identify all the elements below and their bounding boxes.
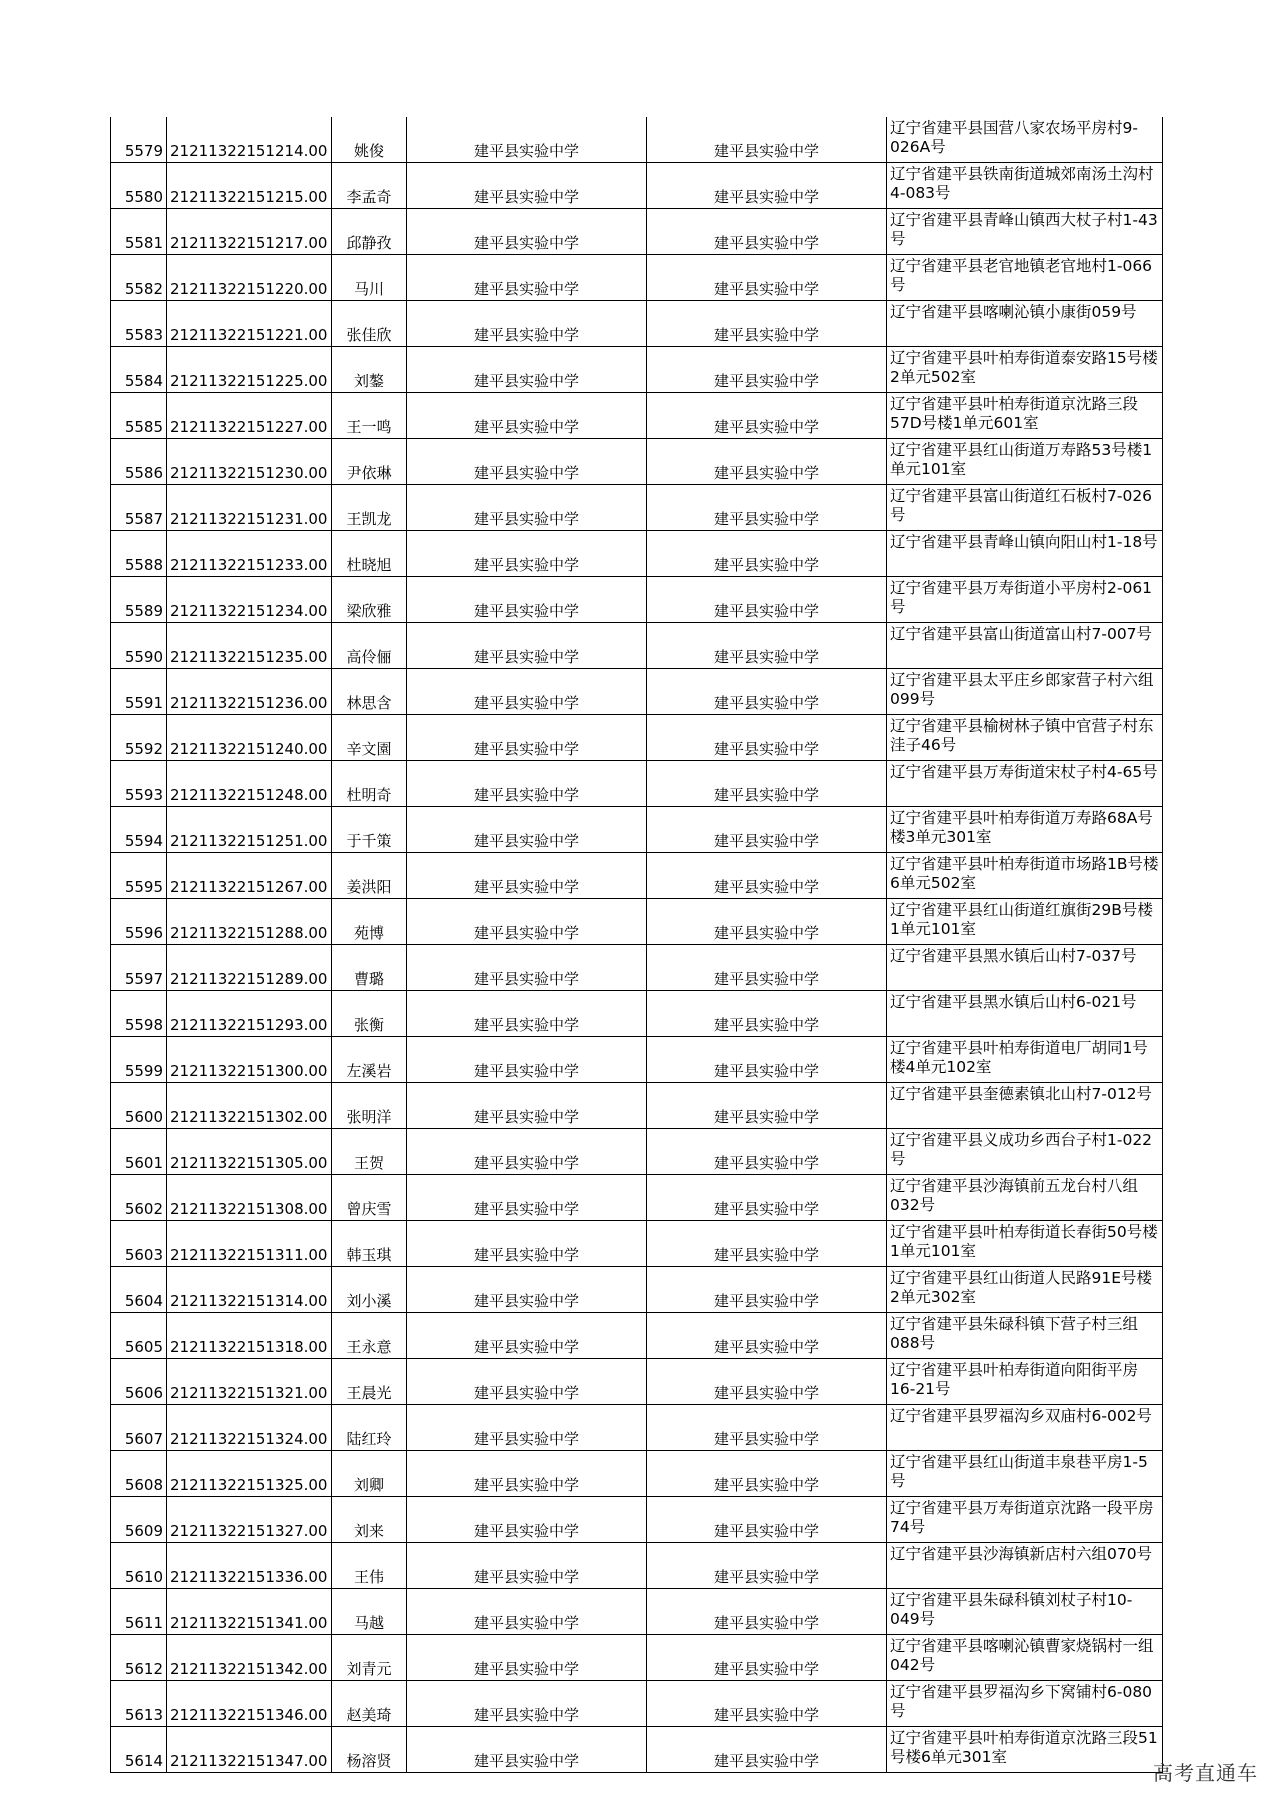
row-index-cell: 5604 [111, 1267, 167, 1313]
school-cell: 建平县实验中学 [407, 485, 647, 531]
school-cell: 建平县实验中学 [407, 899, 647, 945]
address-cell: 辽宁省建平县铁南街道城郊南汤土沟村4-083号 [887, 163, 1163, 209]
admitting-school-cell: 建平县实验中学 [647, 577, 887, 623]
table-row [111, 1267, 1163, 1313]
exam-number-cell: 21211322151248.00 [167, 761, 332, 807]
admitting-school-cell: 建平县实验中学 [647, 1589, 887, 1635]
row-index-cell: 5586 [111, 439, 167, 485]
admitting-school-cell: 建平县实验中学 [647, 1727, 887, 1773]
student-name-cell: 姚俊 [332, 117, 407, 163]
address-cell: 辽宁省建平县朱碌科镇刘杖子村10-049号 [887, 1589, 1163, 1635]
school-cell: 建平县实验中学 [407, 1221, 647, 1267]
student-name-cell: 姜洪阳 [332, 853, 407, 899]
row-index-cell: 5582 [111, 255, 167, 301]
row-index-cell: 5599 [111, 1037, 167, 1083]
table-row [111, 439, 1163, 485]
exam-number-cell: 21211322151314.00 [167, 1267, 332, 1313]
school-cell: 建平县实验中学 [407, 715, 647, 761]
admitting-school-cell: 建平县实验中学 [647, 1497, 887, 1543]
exam-number-cell: 21211322151235.00 [167, 623, 332, 669]
row-index-cell: 5585 [111, 393, 167, 439]
student-name-cell: 苑博 [332, 899, 407, 945]
admitting-school-cell: 建平县实验中学 [647, 1681, 887, 1727]
school-cell: 建平县实验中学 [407, 163, 647, 209]
student-name-cell: 刘鏊 [332, 347, 407, 393]
student-name-cell: 辛文園 [332, 715, 407, 761]
school-cell: 建平县实验中学 [407, 1497, 647, 1543]
table-row [111, 577, 1163, 623]
student-name-cell: 于千策 [332, 807, 407, 853]
exam-number-cell: 21211322151324.00 [167, 1405, 332, 1451]
school-cell: 建平县实验中学 [407, 117, 647, 163]
address-cell: 辽宁省建平县沙海镇前五龙台村八组032号 [887, 1175, 1163, 1221]
table-row [111, 1727, 1163, 1773]
row-index-cell: 5611 [111, 1589, 167, 1635]
table-row [111, 991, 1163, 1037]
row-index-cell: 5606 [111, 1359, 167, 1405]
address-cell: 辽宁省建平县叶柏寿街道市场路1B号楼6单元502室 [887, 853, 1163, 899]
exam-number-cell: 21211322151240.00 [167, 715, 332, 761]
row-index-cell: 5603 [111, 1221, 167, 1267]
row-index-cell: 5613 [111, 1681, 167, 1727]
exam-number-cell: 21211322151221.00 [167, 301, 332, 347]
exam-number-cell: 21211322151327.00 [167, 1497, 332, 1543]
school-cell: 建平县实验中学 [407, 1175, 647, 1221]
student-name-cell: 杜晓旭 [332, 531, 407, 577]
student-name-cell: 王伟 [332, 1543, 407, 1589]
row-index-cell: 5593 [111, 761, 167, 807]
address-cell: 辽宁省建平县喀喇沁镇曹家烧锅村一组042号 [887, 1635, 1163, 1681]
table-row [111, 255, 1163, 301]
student-name-cell: 尹依琳 [332, 439, 407, 485]
admitting-school-cell: 建平县实验中学 [647, 1083, 887, 1129]
student-name-cell: 刘来 [332, 1497, 407, 1543]
school-cell: 建平县实验中学 [407, 991, 647, 1037]
admitting-school-cell: 建平县实验中学 [647, 1221, 887, 1267]
address-cell: 辽宁省建平县红山街道丰泉巷平房1-5号 [887, 1451, 1163, 1497]
admitting-school-cell: 建平县实验中学 [647, 209, 887, 255]
admitting-school-cell: 建平县实验中学 [647, 393, 887, 439]
address-cell: 辽宁省建平县富山街道富山村7-007号 [887, 623, 1163, 669]
table-row [111, 485, 1163, 531]
school-cell: 建平县实验中学 [407, 347, 647, 393]
school-cell: 建平县实验中学 [407, 1267, 647, 1313]
table-row [111, 899, 1163, 945]
address-cell: 辽宁省建平县红山街道万寿路53号楼1单元101室 [887, 439, 1163, 485]
table-row [111, 301, 1163, 347]
school-cell: 建平县实验中学 [407, 807, 647, 853]
row-index-cell: 5581 [111, 209, 167, 255]
admitting-school-cell: 建平县实验中学 [647, 1635, 887, 1681]
table-row [111, 1221, 1163, 1267]
admitting-school-cell: 建平县实验中学 [647, 945, 887, 991]
admitting-school-cell: 建平县实验中学 [647, 1129, 887, 1175]
table-row [111, 715, 1163, 761]
table-row [111, 623, 1163, 669]
school-cell: 建平县实验中学 [407, 393, 647, 439]
address-cell: 辽宁省建平县富山街道红石板村7-026号 [887, 485, 1163, 531]
exam-number-cell: 21211322151225.00 [167, 347, 332, 393]
exam-number-cell: 21211322151234.00 [167, 577, 332, 623]
admitting-school-cell: 建平县实验中学 [647, 899, 887, 945]
student-name-cell: 曾庆雪 [332, 1175, 407, 1221]
school-cell: 建平县实验中学 [407, 1129, 647, 1175]
student-name-cell: 韩玉琪 [332, 1221, 407, 1267]
student-name-cell: 王晨光 [332, 1359, 407, 1405]
row-index-cell: 5609 [111, 1497, 167, 1543]
table-row [111, 761, 1163, 807]
exam-number-cell: 21211322151251.00 [167, 807, 332, 853]
exam-number-cell: 21211322151227.00 [167, 393, 332, 439]
exam-number-cell: 21211322151336.00 [167, 1543, 332, 1589]
admitting-school-cell: 建平县实验中学 [647, 439, 887, 485]
admitting-school-cell: 建平县实验中学 [647, 807, 887, 853]
school-cell: 建平县实验中学 [407, 1037, 647, 1083]
student-name-cell: 高伶俪 [332, 623, 407, 669]
table-row [111, 1543, 1163, 1589]
school-cell: 建平县实验中学 [407, 945, 647, 991]
exam-number-cell: 21211322151300.00 [167, 1037, 332, 1083]
exam-number-cell: 21211322151293.00 [167, 991, 332, 1037]
address-cell: 辽宁省建平县青峰山镇向阳山村1-18号 [887, 531, 1163, 577]
student-name-cell: 左溪岩 [332, 1037, 407, 1083]
student-name-cell: 马越 [332, 1589, 407, 1635]
address-cell: 辽宁省建平县叶柏寿街道京沈路三段51号楼6单元301室 [887, 1727, 1163, 1773]
admitting-school-cell: 建平县实验中学 [647, 1451, 887, 1497]
admitting-school-cell: 建平县实验中学 [647, 117, 887, 163]
student-table [110, 117, 1163, 1773]
exam-number-cell: 21211322151289.00 [167, 945, 332, 991]
student-name-cell: 张佳欣 [332, 301, 407, 347]
table-row [111, 669, 1163, 715]
address-cell: 辽宁省建平县叶柏寿街道万寿路68A号楼3单元301室 [887, 807, 1163, 853]
student-name-cell: 王贺 [332, 1129, 407, 1175]
table-row [111, 1083, 1163, 1129]
exam-number-cell: 21211322151267.00 [167, 853, 332, 899]
address-cell: 辽宁省建平县万寿街道京沈路一段平房74号 [887, 1497, 1163, 1543]
address-cell: 辽宁省建平县红山街道人民路91E号楼2单元302室 [887, 1267, 1163, 1313]
exam-number-cell: 21211322151346.00 [167, 1681, 332, 1727]
exam-number-cell: 21211322151220.00 [167, 255, 332, 301]
address-cell: 辽宁省建平县红山街道红旗街29B号楼1单元101室 [887, 899, 1163, 945]
student-name-cell: 曹璐 [332, 945, 407, 991]
address-cell: 辽宁省建平县叶柏寿街道京沈路三段57D号楼1单元601室 [887, 393, 1163, 439]
table-row [111, 1037, 1163, 1083]
exam-number-cell: 21211322151308.00 [167, 1175, 332, 1221]
row-index-cell: 5594 [111, 807, 167, 853]
student-name-cell: 杜明奇 [332, 761, 407, 807]
row-index-cell: 5600 [111, 1083, 167, 1129]
school-cell: 建平县实验中学 [407, 853, 647, 899]
school-cell: 建平县实验中学 [407, 623, 647, 669]
address-cell: 辽宁省建平县沙海镇新店村六组070号 [887, 1543, 1163, 1589]
row-index-cell: 5590 [111, 623, 167, 669]
exam-number-cell: 21211322151341.00 [167, 1589, 332, 1635]
student-name-cell: 赵美琦 [332, 1681, 407, 1727]
row-index-cell: 5602 [111, 1175, 167, 1221]
table-row [111, 163, 1163, 209]
exam-number-cell: 21211322151318.00 [167, 1313, 332, 1359]
row-index-cell: 5591 [111, 669, 167, 715]
student-name-cell: 王一鸣 [332, 393, 407, 439]
school-cell: 建平县实验中学 [407, 531, 647, 577]
address-cell: 辽宁省建平县义成功乡西台子村1-022号 [887, 1129, 1163, 1175]
admitting-school-cell: 建平县实验中学 [647, 1359, 887, 1405]
row-index-cell: 5612 [111, 1635, 167, 1681]
admitting-school-cell: 建平县实验中学 [647, 301, 887, 347]
admitting-school-cell: 建平县实验中学 [647, 669, 887, 715]
student-name-cell: 林思含 [332, 669, 407, 715]
school-cell: 建平县实验中学 [407, 1589, 647, 1635]
exam-number-cell: 21211322151233.00 [167, 531, 332, 577]
student-name-cell: 王永意 [332, 1313, 407, 1359]
admitting-school-cell: 建平县实验中学 [647, 531, 887, 577]
exam-number-cell: 21211322151302.00 [167, 1083, 332, 1129]
row-index-cell: 5596 [111, 899, 167, 945]
student-name-cell: 张明洋 [332, 1083, 407, 1129]
student-name-cell: 马川 [332, 255, 407, 301]
row-index-cell: 5601 [111, 1129, 167, 1175]
exam-number-cell: 21211322151288.00 [167, 899, 332, 945]
school-cell: 建平县实验中学 [407, 1313, 647, 1359]
school-cell: 建平县实验中学 [407, 255, 647, 301]
table-row [111, 1175, 1163, 1221]
row-index-cell: 5608 [111, 1451, 167, 1497]
address-cell: 辽宁省建平县老官地镇老官地村1-066号 [887, 255, 1163, 301]
address-cell: 辽宁省建平县朱碌科镇下营子村三组088号 [887, 1313, 1163, 1359]
row-index-cell: 5592 [111, 715, 167, 761]
address-cell: 辽宁省建平县万寿街道宋杖子村4-65号 [887, 761, 1163, 807]
admitting-school-cell: 建平县实验中学 [647, 761, 887, 807]
student-name-cell: 王凯龙 [332, 485, 407, 531]
row-index-cell: 5614 [111, 1727, 167, 1773]
school-cell: 建平县实验中学 [407, 1681, 647, 1727]
school-cell: 建平县实验中学 [407, 1451, 647, 1497]
table-row [111, 209, 1163, 255]
address-cell: 辽宁省建平县叶柏寿街道电厂胡同1号楼4单元102室 [887, 1037, 1163, 1083]
table-row [111, 1129, 1163, 1175]
table-row [111, 1635, 1163, 1681]
school-cell: 建平县实验中学 [407, 1405, 647, 1451]
admitting-school-cell: 建平县实验中学 [647, 485, 887, 531]
admitting-school-cell: 建平县实验中学 [647, 347, 887, 393]
table-row [111, 945, 1163, 991]
row-index-cell: 5580 [111, 163, 167, 209]
admitting-school-cell: 建平县实验中学 [647, 715, 887, 761]
student-name-cell: 刘青元 [332, 1635, 407, 1681]
row-index-cell: 5589 [111, 577, 167, 623]
admitting-school-cell: 建平县实验中学 [647, 991, 887, 1037]
table-row [111, 1405, 1163, 1451]
admitting-school-cell: 建平县实验中学 [647, 623, 887, 669]
address-cell: 辽宁省建平县黑水镇后山村6-021号 [887, 991, 1163, 1037]
student-table-body [111, 117, 1163, 1773]
student-name-cell: 陆红玲 [332, 1405, 407, 1451]
address-cell: 辽宁省建平县叶柏寿街道长春街50号楼1单元101室 [887, 1221, 1163, 1267]
address-cell: 辽宁省建平县叶柏寿街道泰安路15号楼2单元502室 [887, 347, 1163, 393]
school-cell: 建平县实验中学 [407, 1543, 647, 1589]
exam-number-cell: 21211322151231.00 [167, 485, 332, 531]
table-row [111, 1497, 1163, 1543]
admitting-school-cell: 建平县实验中学 [647, 255, 887, 301]
admitting-school-cell: 建平县实验中学 [647, 1175, 887, 1221]
admitting-school-cell: 建平县实验中学 [647, 1543, 887, 1589]
school-cell: 建平县实验中学 [407, 669, 647, 715]
row-index-cell: 5584 [111, 347, 167, 393]
row-index-cell: 5598 [111, 991, 167, 1037]
address-cell: 辽宁省建平县罗福沟乡下窝铺村6-080号 [887, 1681, 1163, 1727]
exam-number-cell: 21211322151321.00 [167, 1359, 332, 1405]
school-cell: 建平县实验中学 [407, 1083, 647, 1129]
address-cell: 辽宁省建平县喀喇沁镇小康街059号 [887, 301, 1163, 347]
table-row [111, 1359, 1163, 1405]
admitting-school-cell: 建平县实验中学 [647, 1313, 887, 1359]
exam-number-cell: 21211322151347.00 [167, 1727, 332, 1773]
table-row [111, 117, 1163, 163]
admitting-school-cell: 建平县实验中学 [647, 1037, 887, 1083]
row-index-cell: 5605 [111, 1313, 167, 1359]
row-index-cell: 5595 [111, 853, 167, 899]
student-name-cell: 刘小溪 [332, 1267, 407, 1313]
student-name-cell: 邱静孜 [332, 209, 407, 255]
admitting-school-cell: 建平县实验中学 [647, 853, 887, 899]
exam-number-cell: 21211322151311.00 [167, 1221, 332, 1267]
address-cell: 辽宁省建平县国营八家农场平房村9-026A号 [887, 117, 1163, 163]
exam-number-cell: 21211322151342.00 [167, 1635, 332, 1681]
row-index-cell: 5583 [111, 301, 167, 347]
exam-number-cell: 21211322151215.00 [167, 163, 332, 209]
school-cell: 建平县实验中学 [407, 1727, 647, 1773]
table-row [111, 1313, 1163, 1359]
admitting-school-cell: 建平县实验中学 [647, 163, 887, 209]
row-index-cell: 5597 [111, 945, 167, 991]
address-cell: 辽宁省建平县青峰山镇西大杖子村1-43号 [887, 209, 1163, 255]
school-cell: 建平县实验中学 [407, 209, 647, 255]
table-row [111, 531, 1163, 577]
row-index-cell: 5607 [111, 1405, 167, 1451]
exam-number-cell: 21211322151325.00 [167, 1451, 332, 1497]
exam-number-cell: 21211322151230.00 [167, 439, 332, 485]
student-name-cell: 李孟奇 [332, 163, 407, 209]
row-index-cell: 5610 [111, 1543, 167, 1589]
table-row [111, 1681, 1163, 1727]
student-name-cell: 杨溶贤 [332, 1727, 407, 1773]
watermark-label: 高考直通车 [1153, 1761, 1258, 1785]
student-name-cell: 梁欣雅 [332, 577, 407, 623]
table-row [111, 853, 1163, 899]
row-index-cell: 5588 [111, 531, 167, 577]
school-cell: 建平县实验中学 [407, 301, 647, 347]
row-index-cell: 5587 [111, 485, 167, 531]
student-name-cell: 刘卿 [332, 1451, 407, 1497]
table-row [111, 393, 1163, 439]
exam-number-cell: 21211322151214.00 [167, 117, 332, 163]
table-row [111, 807, 1163, 853]
admitting-school-cell: 建平县实验中学 [647, 1267, 887, 1313]
school-cell: 建平县实验中学 [407, 1635, 647, 1681]
address-cell: 辽宁省建平县罗福沟乡双庙村6-002号 [887, 1405, 1163, 1451]
school-cell: 建平县实验中学 [407, 577, 647, 623]
school-cell: 建平县实验中学 [407, 761, 647, 807]
table-row [111, 1451, 1163, 1497]
exam-number-cell: 21211322151217.00 [167, 209, 332, 255]
table-row [111, 347, 1163, 393]
address-cell: 辽宁省建平县奎德素镇北山村7-012号 [887, 1083, 1163, 1129]
exam-number-cell: 21211322151305.00 [167, 1129, 332, 1175]
school-cell: 建平县实验中学 [407, 439, 647, 485]
table-row [111, 1589, 1163, 1635]
address-cell: 辽宁省建平县榆树林子镇中官营子村东洼子46号 [887, 715, 1163, 761]
address-cell: 辽宁省建平县黑水镇后山村7-037号 [887, 945, 1163, 991]
exam-number-cell: 21211322151236.00 [167, 669, 332, 715]
school-cell: 建平县实验中学 [407, 1359, 647, 1405]
student-name-cell: 张衡 [332, 991, 407, 1037]
address-cell: 辽宁省建平县叶柏寿街道向阳街平房16-21号 [887, 1359, 1163, 1405]
admitting-school-cell: 建平县实验中学 [647, 1405, 887, 1451]
address-cell: 辽宁省建平县万寿街道小平房村2-061号 [887, 577, 1163, 623]
address-cell: 辽宁省建平县太平庄乡郎家营子村六组099号 [887, 669, 1163, 715]
row-index-cell: 5579 [111, 117, 167, 163]
